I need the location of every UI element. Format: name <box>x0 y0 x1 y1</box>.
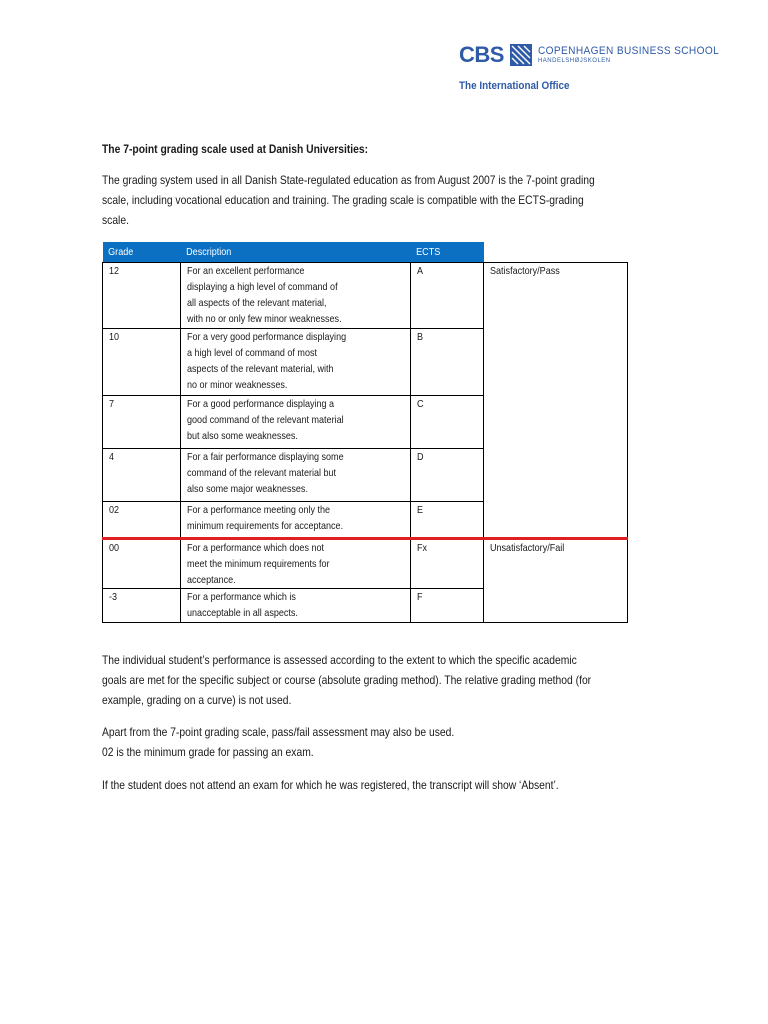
paragraph-line: The individual student’s performance is assessed according to the extent to which the specific academic <box>102 653 577 667</box>
grade-cell: 00 <box>103 539 181 589</box>
paragraph-line: 02 is the minimum grade for passing an exam. <box>102 745 314 759</box>
ects-cell: A <box>411 263 484 329</box>
table-row <box>103 263 628 329</box>
cbs-emblem-icon <box>510 44 532 66</box>
header-ects: ECTS <box>411 243 484 263</box>
grade-cell: 12 <box>103 263 181 329</box>
description-cell: For a performance which does not meet the minimum requirements for acceptance. <box>181 539 411 589</box>
office-name: The International Office <box>459 80 570 92</box>
description-cell: For a very good performance displaying a high level of command of most aspects of the relevant material, with no or minor weaknesses. <box>181 329 411 396</box>
header-grade: Grade <box>103 243 181 263</box>
paragraph-line: goals are met for the specific subject or course (absolute grading method). The relative grading method (for <box>102 673 592 687</box>
pass-label-cell: Satisfactory/Pass <box>484 263 628 539</box>
intro-line: scale, including vocational education and training. The grading scale is compatible with the ECTS-grading <box>102 193 584 207</box>
ects-cell: E <box>411 502 484 539</box>
logo-school-name: COPENHAGEN BUSINESS SCHOOL <box>537 45 720 57</box>
fail-label-cell: Unsatisfactory/Fail <box>484 539 628 623</box>
logo-school-subname: HANDELSHØJSKOLEN <box>537 58 611 64</box>
logo-text <box>538 45 735 65</box>
description-cell: For a good performance displaying a good command of the relevant material but also some weaknesses. <box>181 396 411 449</box>
intro-paragraph <box>102 170 622 230</box>
intro-line: scale. <box>102 213 129 227</box>
intro-line: The grading system used in all Danish State-regulated education as from August 2007 is the 7-point grading <box>102 173 595 187</box>
paragraph-line: If the student does not attend an exam for which he was registered, the transcript will show ‘Absent’. <box>102 778 559 792</box>
header-description: Description <box>181 243 411 263</box>
absent-paragraph <box>102 775 622 795</box>
paragraph-line: Apart from the 7-point grading scale, pass/fail assessment may also be used. <box>102 725 455 739</box>
description-cell: For a performance meeting only the minimum requirements for acceptance. <box>181 502 411 539</box>
ects-cell: F <box>411 589 484 623</box>
ects-cell: C <box>411 396 484 449</box>
grade-cell: -3 <box>103 589 181 623</box>
table-row <box>103 539 628 589</box>
logo-cbs-text: CBS <box>459 42 504 67</box>
document-title-text: The 7-point grading scale used at Danish Universities: <box>102 142 369 156</box>
description-cell: For an excellent performance displaying a high level of command of all aspects of the relevant material, with no or only few minor weaknesses. <box>181 263 411 329</box>
pass-fail-paragraph <box>102 722 622 762</box>
header-blank <box>484 243 628 263</box>
ects-cell: Fx <box>411 539 484 589</box>
grade-cell: 10 <box>103 329 181 396</box>
grading-table <box>102 242 628 623</box>
document-title <box>102 139 622 159</box>
description-cell: For a performance which is unacceptable in all aspects. <box>181 589 411 623</box>
grade-cell: 7 <box>103 396 181 449</box>
assessment-paragraph <box>102 650 622 710</box>
grade-cell: 4 <box>103 449 181 502</box>
table-header-row <box>103 243 628 263</box>
grade-cell: 02 <box>103 502 181 539</box>
description-cell: For a fair performance displaying some command of the relevant material but also some major weaknesses. <box>181 449 411 502</box>
paragraph-line: example, grading on a curve) is not used. <box>102 693 292 707</box>
ects-cell: D <box>411 449 484 502</box>
cbs-logo <box>459 44 735 66</box>
ects-cell: B <box>411 329 484 396</box>
